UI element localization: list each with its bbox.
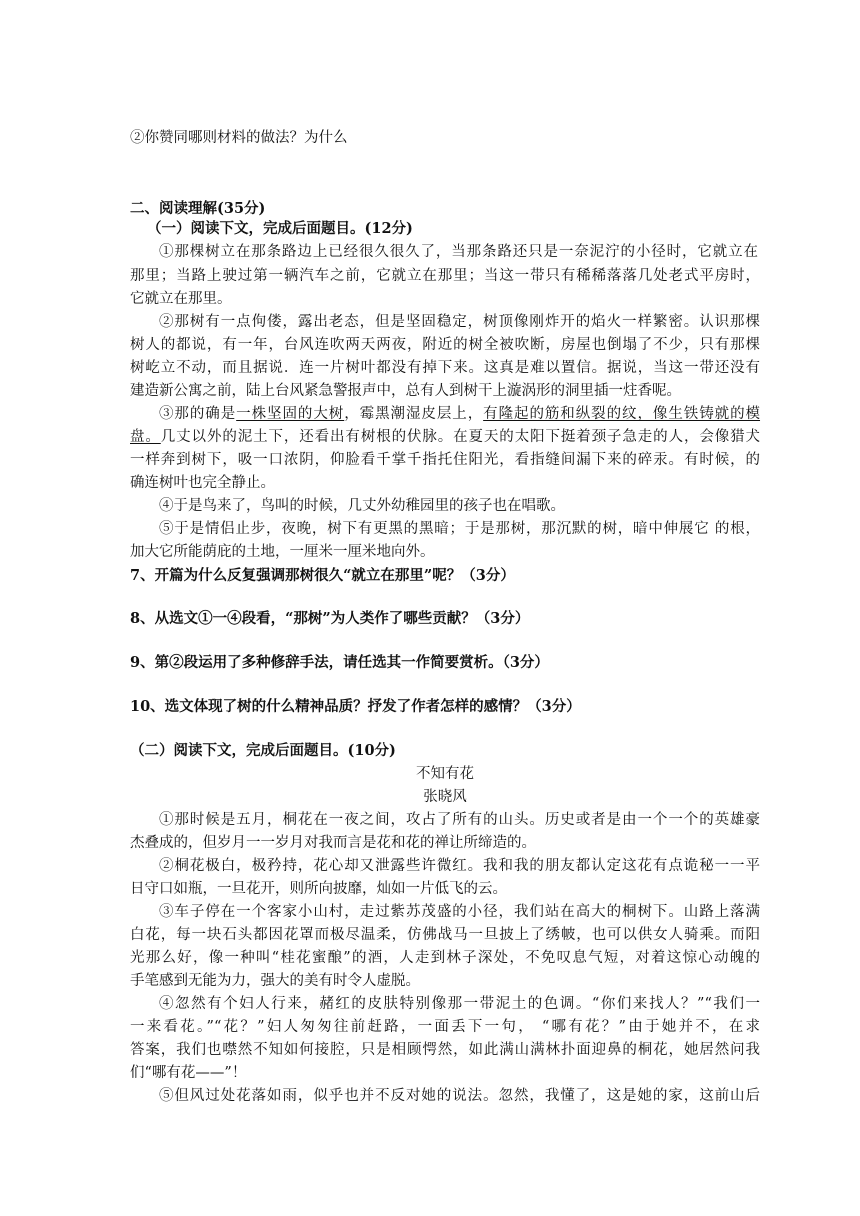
part1-p2-line2: 树人的都说，有一年，台风连吹两天两夜，附近的树全被吹断，房屋也倒塌了不少，只有那棵: [130, 337, 760, 353]
underlined-phrase-3: 盘。: [130, 429, 161, 445]
part2-p2-line1: ②桐花极白，极矜持，花心却又泄露些许微红。我和我的朋友都认定这花有点诡秘一一平: [159, 858, 760, 874]
part2-p3-line2: 白花，每一块石头都因花罩而极尽温柔，仿佛战马一旦披上了绣帔，也可以供女人骑乘。而阳: [130, 927, 760, 943]
part2-p4-line2: 一来看花。”“花？”妇人匆匆往前赶路，一面丢下一句， “哪有花？”由于她并不，在求: [130, 1019, 760, 1035]
underlined-phrase-2: 有隆起的筋和纵裂的纹，像生铁铸就的模: [483, 406, 761, 422]
part1-p1-line3: 它就立在那里。: [130, 291, 232, 307]
part1-p4: ④于是鸟来了，鸟叫的时候，几丈外幼稚园里的孩子也在唱歌。: [159, 498, 565, 514]
article-author: 张晓风: [423, 789, 467, 805]
article-title: 不知有花: [416, 766, 474, 782]
part2-p3-line1: ③车子停在一个客家小山村，走过紫苏茂盛的小径，我们站在高大的桐树下。山路上落满: [159, 904, 760, 920]
part1-p2-line3: 树屹立不动，而且据说．连一片树叶都没有掉下来。这真是难以置信。据说，当这一带还没有: [130, 360, 760, 376]
part2-p1-line2: 杰叠成的，但岁月一一岁月对我而言是花和花的禅让所缔造的。: [130, 835, 536, 851]
question-10: 10、选文体现了树的什么精神品质？抒发了作者怎样的感情？（3分）: [130, 698, 581, 715]
part2-p5-line1: ⑤但风过处花落如雨，似乎也并不反对她的说法。忽然，我懂了，这是她的家，这前山后: [159, 1088, 760, 1104]
question-6-2: ②你赞同哪则材料的做法？为什么: [130, 130, 348, 146]
part1-p3-line4: 确连树叶也完全静止。: [130, 475, 275, 491]
part-1-heading: （一）阅读下文，完成后面题目。(12分): [147, 220, 413, 237]
section-2-title: 二、阅读理解(35分): [130, 200, 266, 217]
part2-p3-line3: 光那么好，像一种叫“桂花蜜酿”的酒，人走到林子深处，不免叹息气短，对着这惊心动魄的: [130, 950, 760, 966]
part1-p5-line1: ⑤于是情侣止步，夜晚，树下有更黑的黑暗；于是那树，那沉默的树，暗中伸展它 的根，: [159, 521, 760, 537]
part2-p1-line1: ①那时候是五月，桐花在一夜之间，攻占了所有的山头。历史或者是由一个一个的英雄豪: [159, 812, 760, 828]
part2-p2-line2: 日守口如瓶，一旦花开，则所向披靡，灿如一片低飞的云。: [130, 881, 507, 897]
underlined-phrase-1: 一株坚固的大树: [236, 406, 345, 422]
part1-p3-line3: 一样奔到树下，吸一口浓阴，仰脸看千掌千指托住阳光，看指缝间漏下来的碎汞。有时候，的: [130, 452, 760, 468]
part1-p3-line2: 盘。几丈以外的泥土下，还看出有树根的伏脉。在夏天的太阳下挺着颈子急走的人，会像猎犬: [130, 429, 761, 445]
part2-p4-line3: 答案，我们也噤然不知如何接腔，只是相顾愕然，如此满山满林扑面迎鼻的桐花，她居然问我: [130, 1042, 760, 1058]
part2-p4-line1: ④忽然有个妇人行来，赭红的皮肤特别像那一带泥土的色调。“你们来找人？”“我们一: [159, 996, 760, 1012]
part2-p4-line4: 们“哪有花——”！: [130, 1065, 247, 1081]
part1-p2-line1: ②那树有一点佝偻，露出老态，但是坚固稳定，树顶像刚炸开的焰火一样繁密。认识那棵: [159, 314, 760, 330]
question-8: 8、从选文①一④段看，“那树”为人类作了哪些贡献？（3分）: [130, 610, 530, 627]
part-2-heading: （二）阅读下文，完成后面题目。(10分): [130, 742, 396, 759]
part1-p1-line1: ①那棵树立在那条路边上已经很久很久了，当那条路还只是一奈泥泞的小径时，它就立在: [159, 244, 758, 260]
part1-p1-line2: 那里；当路上驶过第一辆汽车之前，它就立在那里；当这一带只有稀稀落落几处老式平房时，: [130, 268, 760, 284]
part1-p2-line4: 建造新公寓之前，陆上台风紧急警报声中，总有人到树干上漩涡形的洞里插一炷香呢。: [130, 383, 681, 399]
part1-p5-line2: 加大它所能荫庇的土地，一厘米一厘米地向外。: [130, 544, 435, 560]
part2-p3-line4: 手笔感到无能为力，强大的美有时令人虚脱。: [130, 973, 420, 989]
question-9: 9、第②段运用了多种修辞手法，请任选其一作简要赏析。（3分）: [130, 654, 549, 671]
question-7: 7、开篇为什么反复强调那树很久“就立在那里”呢？（3分）: [130, 567, 515, 584]
part1-p3-line1: ③那的确是一株坚固的大树，霉黑潮湿皮层上，有隆起的筋和纵裂的纹，像生铁铸就的模: [159, 406, 761, 422]
